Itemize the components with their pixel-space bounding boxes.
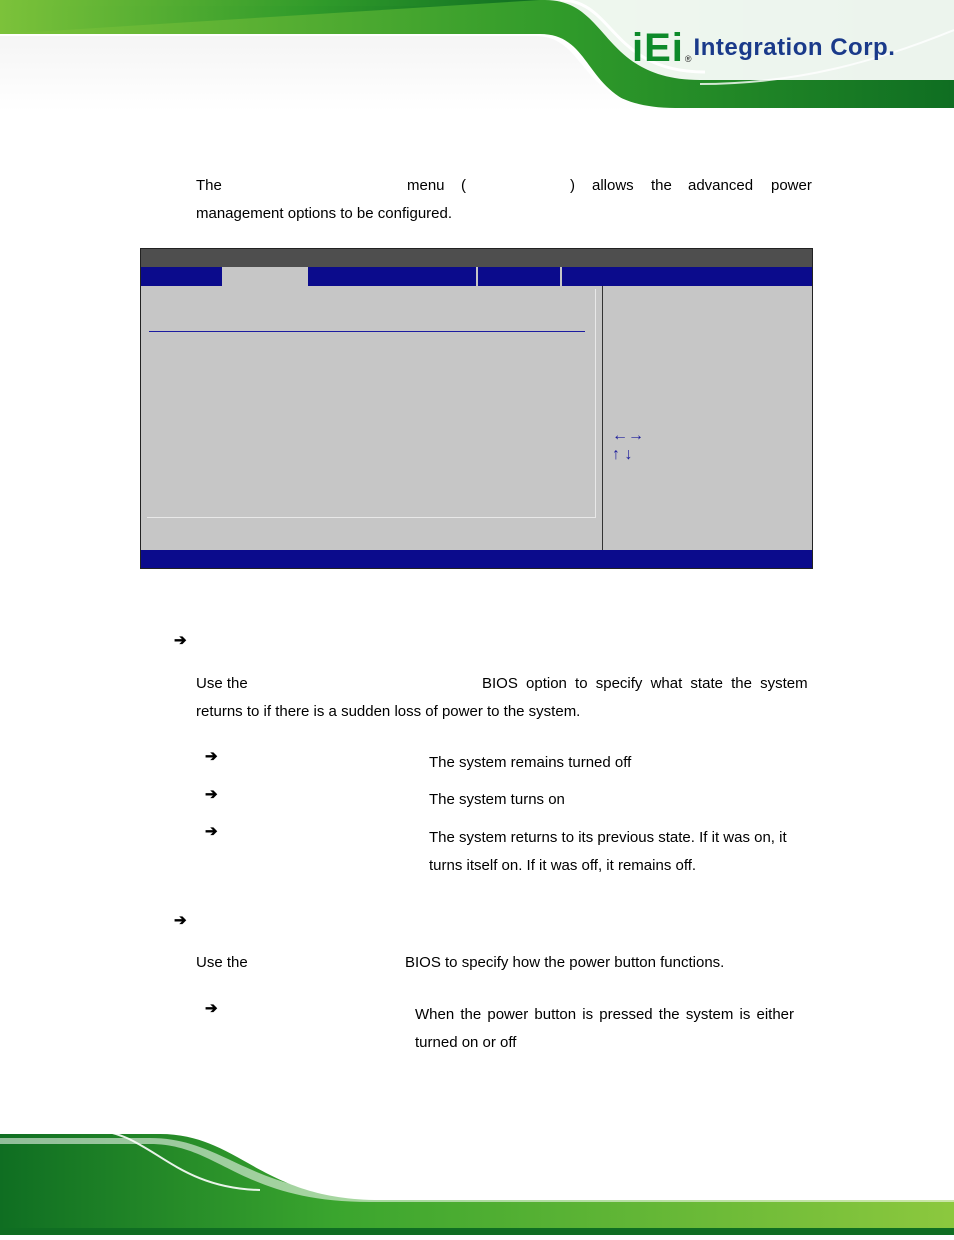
intro-word-menu: menu (407, 177, 445, 194)
power-button-para-use-the: Use the (196, 954, 248, 971)
footer-banner-graphic (0, 1130, 954, 1235)
intro-paren-open: ( (461, 177, 466, 194)
bios-tab-selected (224, 267, 306, 286)
logo-mark: iEi (632, 26, 684, 70)
intro-word-allows: allows (592, 177, 634, 194)
restore-option-3-desc-line-2: turns itself on. If it was off, it remains off. (429, 857, 697, 874)
left-right-arrows-icon: ←→ (612, 427, 644, 444)
logo-text: Integration Corp. (693, 34, 896, 61)
intro-line-2: management options to be configured. (196, 205, 453, 222)
section-arrow-icon: ➔ (174, 912, 187, 929)
intro-paren-close: ) (570, 177, 575, 194)
header-banner (0, 0, 954, 112)
restore-para-line-2: returns to if there is a sudden loss of power to the system. (196, 703, 581, 720)
bios-underline-rule (149, 331, 585, 332)
restore-option-3-desc-line-1: The system returns to its previous state. If it was on, it (429, 829, 787, 846)
section-arrow-icon: ➔ (174, 632, 187, 649)
bios-title-bar (141, 249, 812, 267)
power-button-option-1-desc-line-2: turned on or off (415, 1034, 517, 1051)
bios-settings-panel (147, 289, 596, 518)
restore-option-1-desc: The system remains turned off (429, 754, 632, 771)
bios-help-panel (612, 426, 644, 464)
bios-tab-separator (476, 267, 478, 286)
restore-para-mid: BIOS option to specify what state the system (482, 675, 808, 692)
bios-status-bar (141, 550, 812, 568)
option-arrow-icon: ➔ (205, 786, 218, 803)
power-button-option-1-desc-line-1: When the power button is pressed the system is either (415, 1006, 795, 1023)
intro-word-the: The (196, 177, 222, 194)
power-button-para-rest: BIOS to specify how the power button functions. (405, 954, 725, 971)
option-arrow-icon: ➔ (205, 823, 218, 840)
up-down-arrows-icon: ↑ ↓ (612, 446, 633, 463)
option-arrow-icon: ➔ (205, 1000, 218, 1017)
company-logo (632, 26, 895, 70)
option-arrow-icon: ➔ (205, 748, 218, 765)
restore-para-use-the: Use the (196, 675, 248, 692)
intro-word-advanced: advanced (688, 177, 754, 194)
bios-tab-separator (306, 267, 308, 286)
bios-menu-screenshot (140, 248, 813, 569)
restore-option-2-desc: The system turns on (429, 791, 565, 808)
footer-banner (0, 1130, 954, 1235)
registered-mark: ® (684, 54, 692, 64)
intro-word-the-2: the (651, 177, 672, 194)
intro-word-power: power (771, 177, 812, 194)
bios-tab-separator (560, 267, 562, 286)
bios-panel-divider (602, 286, 603, 550)
bios-menu-bar (141, 267, 812, 286)
